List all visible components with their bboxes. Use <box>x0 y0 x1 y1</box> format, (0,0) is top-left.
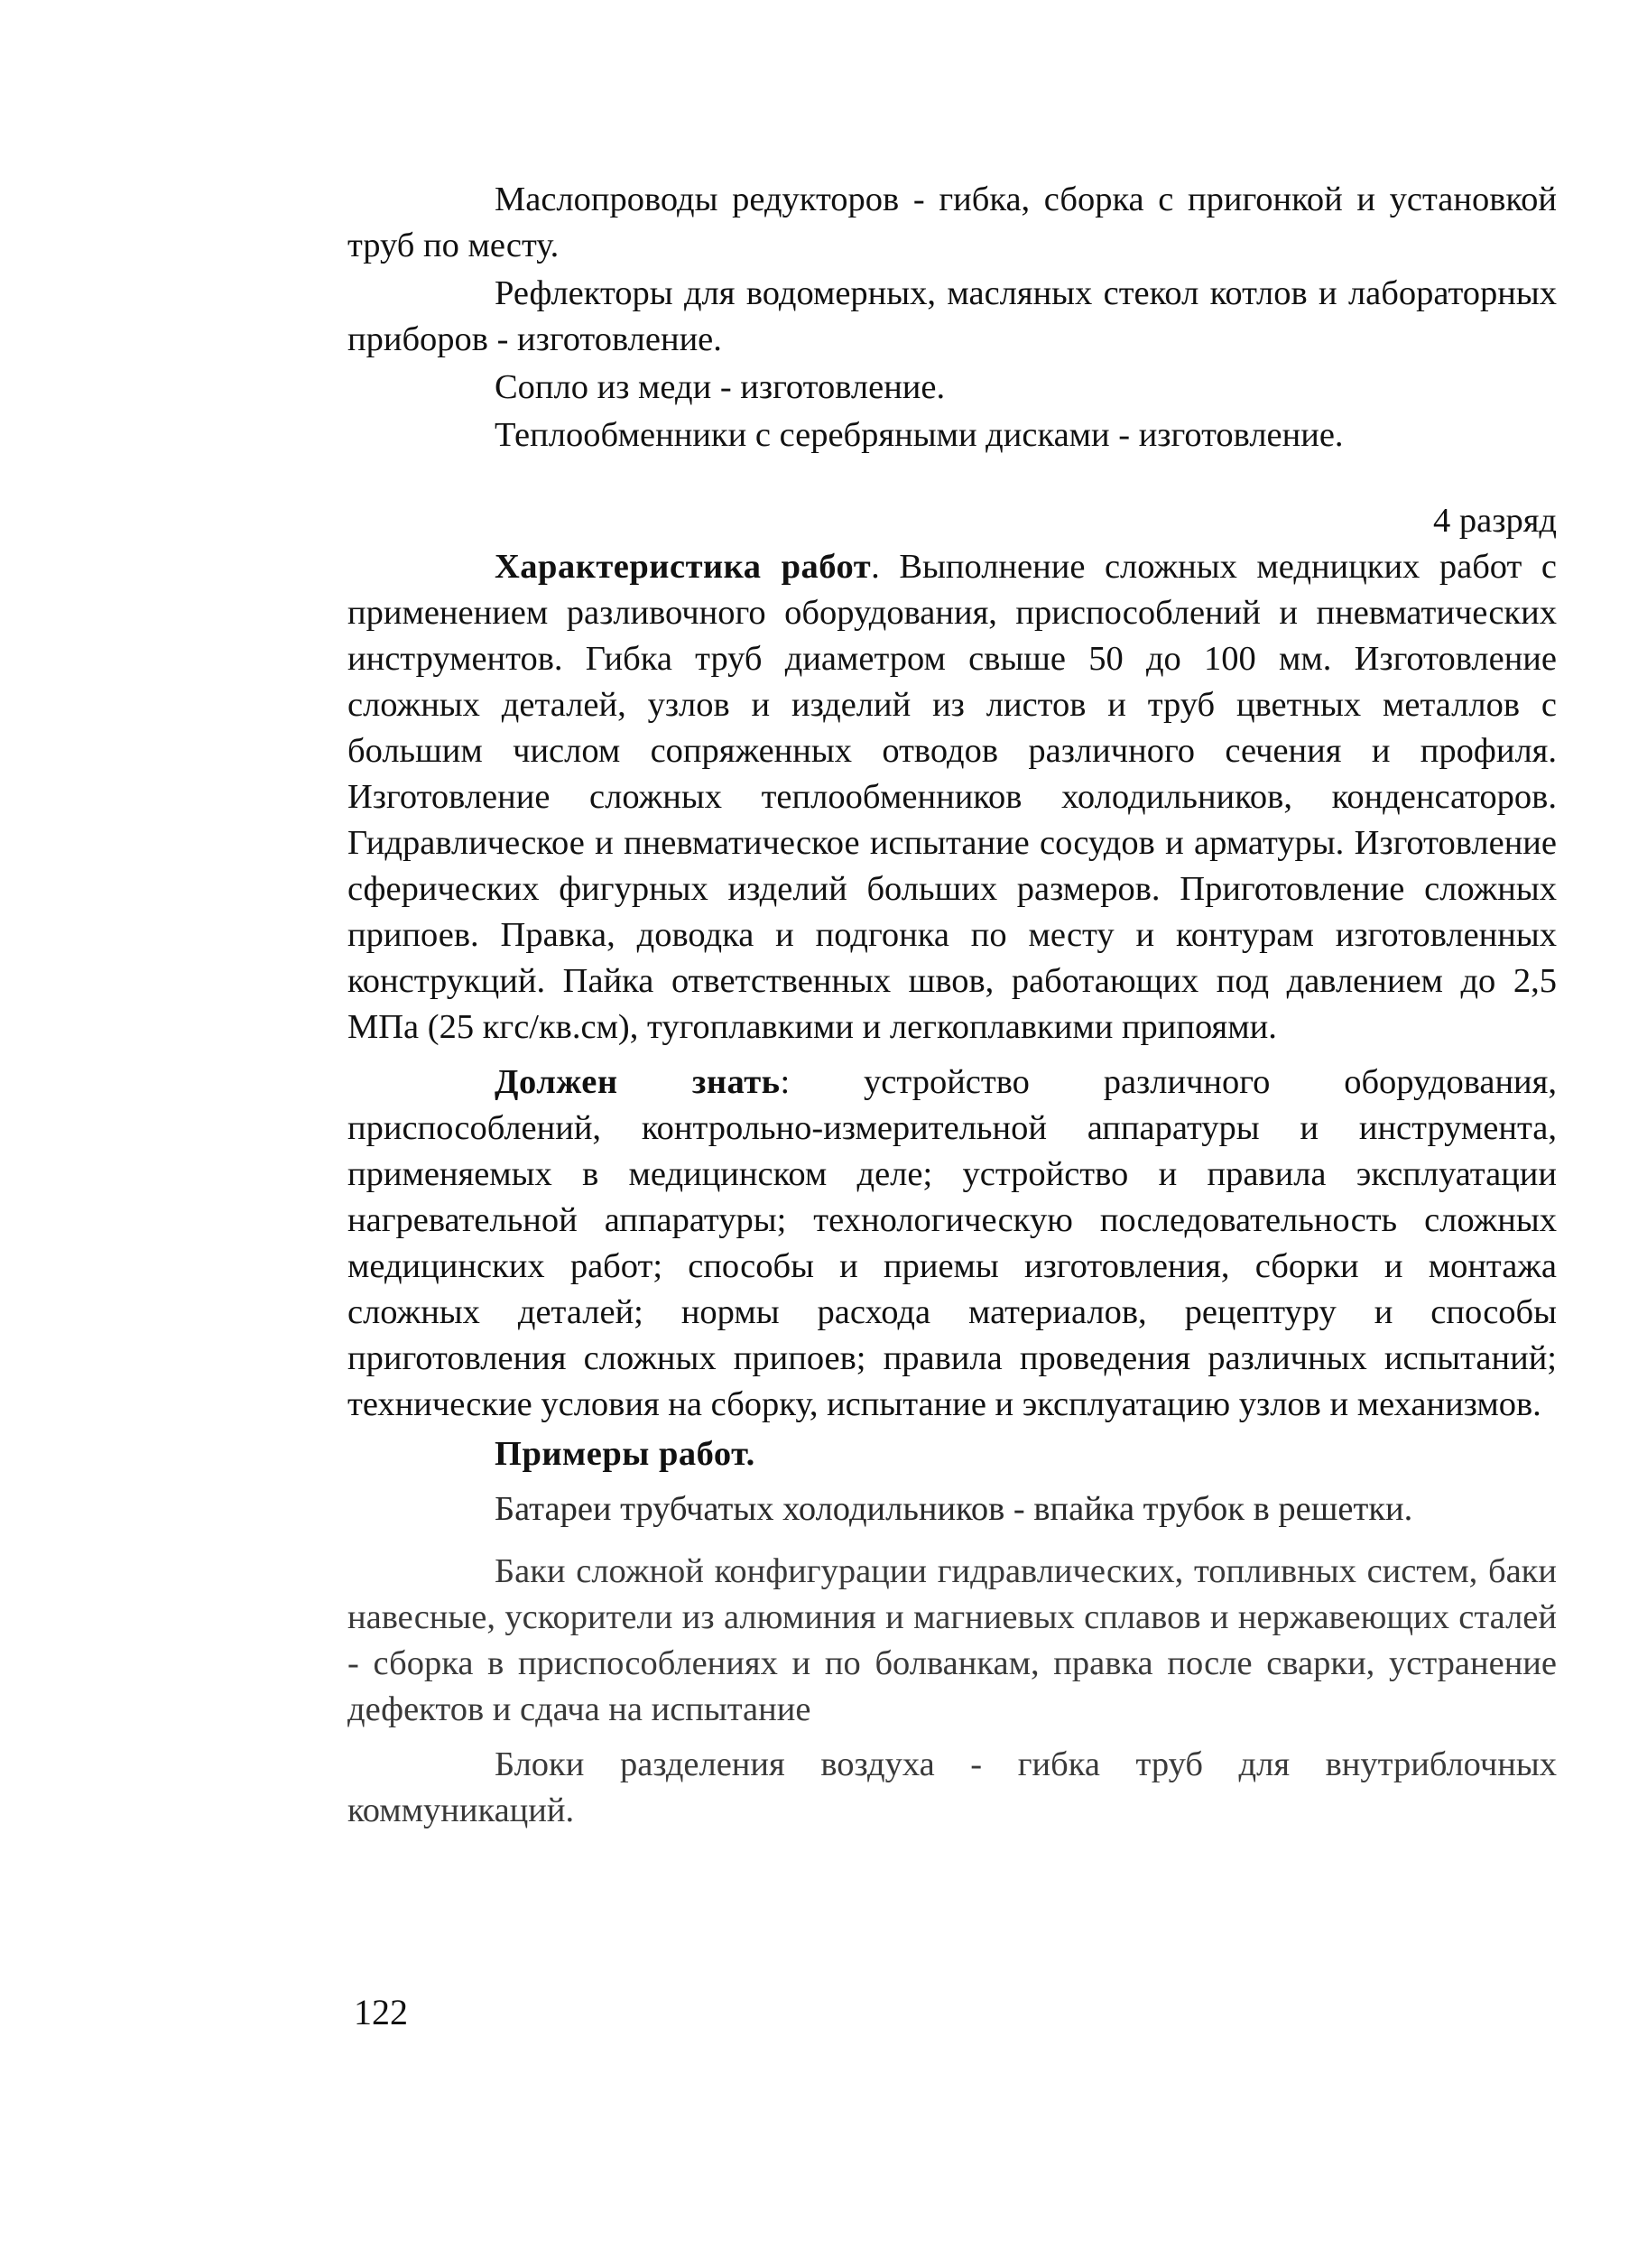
intro-item: Теплообменники с серебряными дисками - изготовление. <box>495 416 1344 454</box>
document-page <box>347 177 1557 1834</box>
intro-item: Маслопроводы редукторов - гибка, сборка с пригонкой и установкой труб по месту. <box>347 181 1557 264</box>
examples-title: Примеры работ. <box>495 1435 755 1473</box>
characteristics-term: Характеристика работ <box>495 548 872 586</box>
must-know-paragraph <box>347 1060 1557 1428</box>
example-item: Блоки разделения воздуха - гибка труб для внутриблочных коммуникаций. <box>347 1745 1557 1829</box>
grade-title: 4 разряд <box>1433 502 1557 540</box>
examples-list <box>347 1486 1557 1834</box>
page-number: 122 <box>354 1992 408 2032</box>
intro-list <box>347 177 1557 458</box>
must-know-term: Должен знать <box>495 1063 781 1101</box>
characteristics-text: . Выполнение сложных медницких работ с применением разливочного оборудования, приспособлений и пневматических инструментов. Гибка труб диаметром свыше 50 до 100 мм. Изготовление сложных деталей, узлов и изделий из листов и труб цветных металлов с большим числом сопряженных отводов различного сечения и профиля. Изготовление сложных теплообменников холодильников, конденсаторов. Гидравлическое и пневматическое испытание сосудов и арматуры. Изготовление сферических фигурных изделий больших размеров. Приготовление сложных припоев. Правка, доводка и подгонка по месту и контурам изготовленных конструкций. Пайка ответственных швов, работающих под давлением до 2,5 МПа (25 кгс/кв.см), тугоплавкими и легкоплавкими припоями. <box>347 548 1557 1046</box>
characteristics-paragraph <box>347 544 1557 1051</box>
intro-item: Рефлекторы для водомерных, масляных стекол котлов и лабораторных приборов - изготовление. <box>347 274 1557 358</box>
must-know-text: : устройство различного оборудования, приспособлений, контрольно-измерительной аппаратуры и инструмента, применяемых в медицинском деле; устройство и правила эксплуатации нагревательной аппаратуры; технологическую последовательность сложных медицинских работ; способы и приемы изготовления, сборки и монтажа сложных деталей; нормы расхода материалов, рецептуру и способы приготовления сложных припоев; правила проведения различных испытаний; технические условия на сборку, испытание и эксплуатацию узлов и механизмов. <box>347 1063 1557 1423</box>
example-item: Баки сложной конфигурации гидравлических, топливных систем, баки навесные, ускорители из алюминия и магниевых сплавов и нержавеющих сталей - сборка в приспособлениях и по болванкам, правка после сварки, устранение дефектов и сдача на испытание <box>347 1552 1557 1728</box>
example-item: Батареи трубчатых холодильников - впайка трубок в решетки. <box>495 1490 1413 1528</box>
intro-item: Сопло из меди - изготовление. <box>495 368 946 406</box>
